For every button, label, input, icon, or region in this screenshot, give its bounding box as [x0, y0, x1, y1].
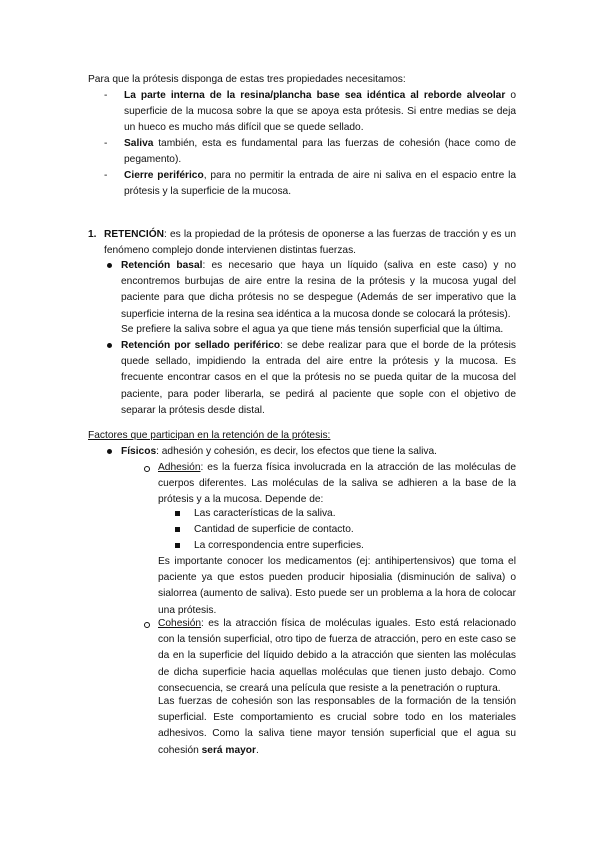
adhesion-paragraph	[158, 460, 516, 509]
retencion-definition	[104, 227, 516, 259]
cohesion-paragraph	[158, 616, 516, 697]
intro-item-2	[124, 136, 516, 168]
retencion-title: RETENCIÓN	[104, 229, 164, 240]
intro-item-3	[124, 168, 516, 200]
retencion-basal-bold: Retención basal	[121, 260, 203, 271]
section-number: 1.	[88, 229, 97, 240]
retencion-sellado-rest: : se debe realizar para que el borde de la prótesis quede sellado, impidiendo la entrada del aire entre la prótesis y la mucosa. Es frecuente encontrar casos en el que la prótesis no se pueda quitar de la mucosa del paciente, para poder liberarla, se pedirá al paciente que sople con el objetivo de separar la prótesis desde distal.	[121, 340, 516, 416]
bullet-square	[175, 543, 180, 548]
bullet-square	[175, 527, 180, 532]
intro-lead: Para que la prótesis disponga de estas tres propiedades necesitamos:	[88, 74, 406, 85]
dash-marker: -	[104, 138, 108, 149]
cohesion-term: Cohesión	[158, 618, 202, 629]
dash-marker: -	[104, 170, 108, 181]
intro-item-2-rest: también, esta es fundamental para las fuerzas de cohesión (hace como de pegamento).	[124, 138, 516, 166]
cohesion-note-end: .	[256, 744, 259, 756]
fisicos-bold: Físicos	[121, 446, 157, 457]
retencion-basal-rest: : es necesario que haya un líquido (saliva en este caso) y no encontremos burbujas de aire entre la resina de la prótesis y la mucosa yugal del paciente para que dicha prótesis no se despegue (Además de ser imperativo que la superficie interna de la resina sea idéntica a la mucosa donde se colocará la prótesis).	[121, 260, 516, 320]
cohesion-note-start: Las fuerzas de cohesión son las responsables de la formación de la tensión superficial. Este comportamiento es crucial sobre todo en los materiales adhesivos. Como la saliva tiene mayor tensión superficial que el agua su cohesión	[158, 696, 516, 756]
retencion-basal-extra: Se prefiere la saliva sobre el agua ya que tiene más tensión superficial que la última.	[121, 324, 504, 335]
retencion-rest: : es la propiedad de la prótesis de oponerse a las fuerzas de tracción y es un fenómeno complejo donde intervienen distintas fuerzas.	[104, 229, 516, 257]
bullet-circle	[144, 466, 150, 472]
factores-heading: Factores que participan en la retención de la prótesis:	[88, 430, 331, 441]
bullet-circle	[144, 622, 150, 628]
adhesion-depends-3: La correspondencia entre superficies.	[194, 540, 364, 551]
intro-item-3-rest: , para no permitir la entrada de aire ni saliva en el espacio entre la prótesis y la superficie de la mucosa.	[124, 170, 516, 198]
adhesion-depends-2: Cantidad de superficie de contacto.	[194, 524, 354, 535]
cohesion-rest: : es la atracción física de moléculas iguales. Esto está relacionado con la tensión superficial, otro tipo de fuerza de atracción, pero en este caso se da en la superficie del líquido debido a la atracción que sienten las moléculas de dicha superficie hacia aquellas moléculas que tienen justo debajo. Como consecuencia, se creará una película que resiste a la penetración o ruptura.	[158, 618, 516, 694]
intro-item-1-bold: La parte interna de la resina/plancha base sea idéntica al reborde alveolar	[124, 90, 506, 101]
intro-item-1	[124, 88, 516, 137]
retencion-basal	[121, 258, 516, 323]
bullet-square	[175, 511, 180, 516]
adhesion-depends-1: Las características de la saliva.	[194, 508, 336, 519]
fisicos-rest: : adhesión y cohesión, es decir, los efectos que tiene la saliva.	[156, 446, 438, 457]
dash-marker: -	[104, 90, 108, 101]
adhesion-note: Es importante conocer los medicamentos (ej: antihipertensivos) que toma el paciente ya que estos pueden producir hiposialia (disminución de saliva) o sialorrea (aumento de saliva). Esto puede ser un problema a la hora de colocar una prótesis.	[158, 556, 516, 616]
adhesion-term: Adhesión	[158, 462, 201, 473]
intro-item-3-bold: Cierre periférico	[124, 170, 204, 181]
bullet-dot	[107, 263, 112, 268]
bullet-dot	[107, 449, 112, 454]
adhesion-rest: : es la fuerza física involucrada en la atracción de las moléculas de cuerpos diferentes. Las moléculas de la saliva se adhieren a la base de la prótesis y a la mucosa. Depende de:	[158, 462, 516, 506]
retencion-sellado	[121, 338, 516, 419]
bullet-dot	[107, 343, 112, 348]
cohesion-note	[158, 694, 516, 759]
intro-item-1-rest: o superficie de la mucosa sobre la que se apoya esta prótesis. Si entre medias se deja un hueco es mucho más difícil que se quede sellado.	[124, 90, 517, 134]
fisicos-line	[121, 444, 521, 460]
retencion-sellado-bold: Retención por sellado periférico	[121, 340, 281, 351]
cohesion-note-bold: será mayor	[201, 744, 256, 756]
intro-item-2-bold: Saliva	[124, 138, 154, 149]
